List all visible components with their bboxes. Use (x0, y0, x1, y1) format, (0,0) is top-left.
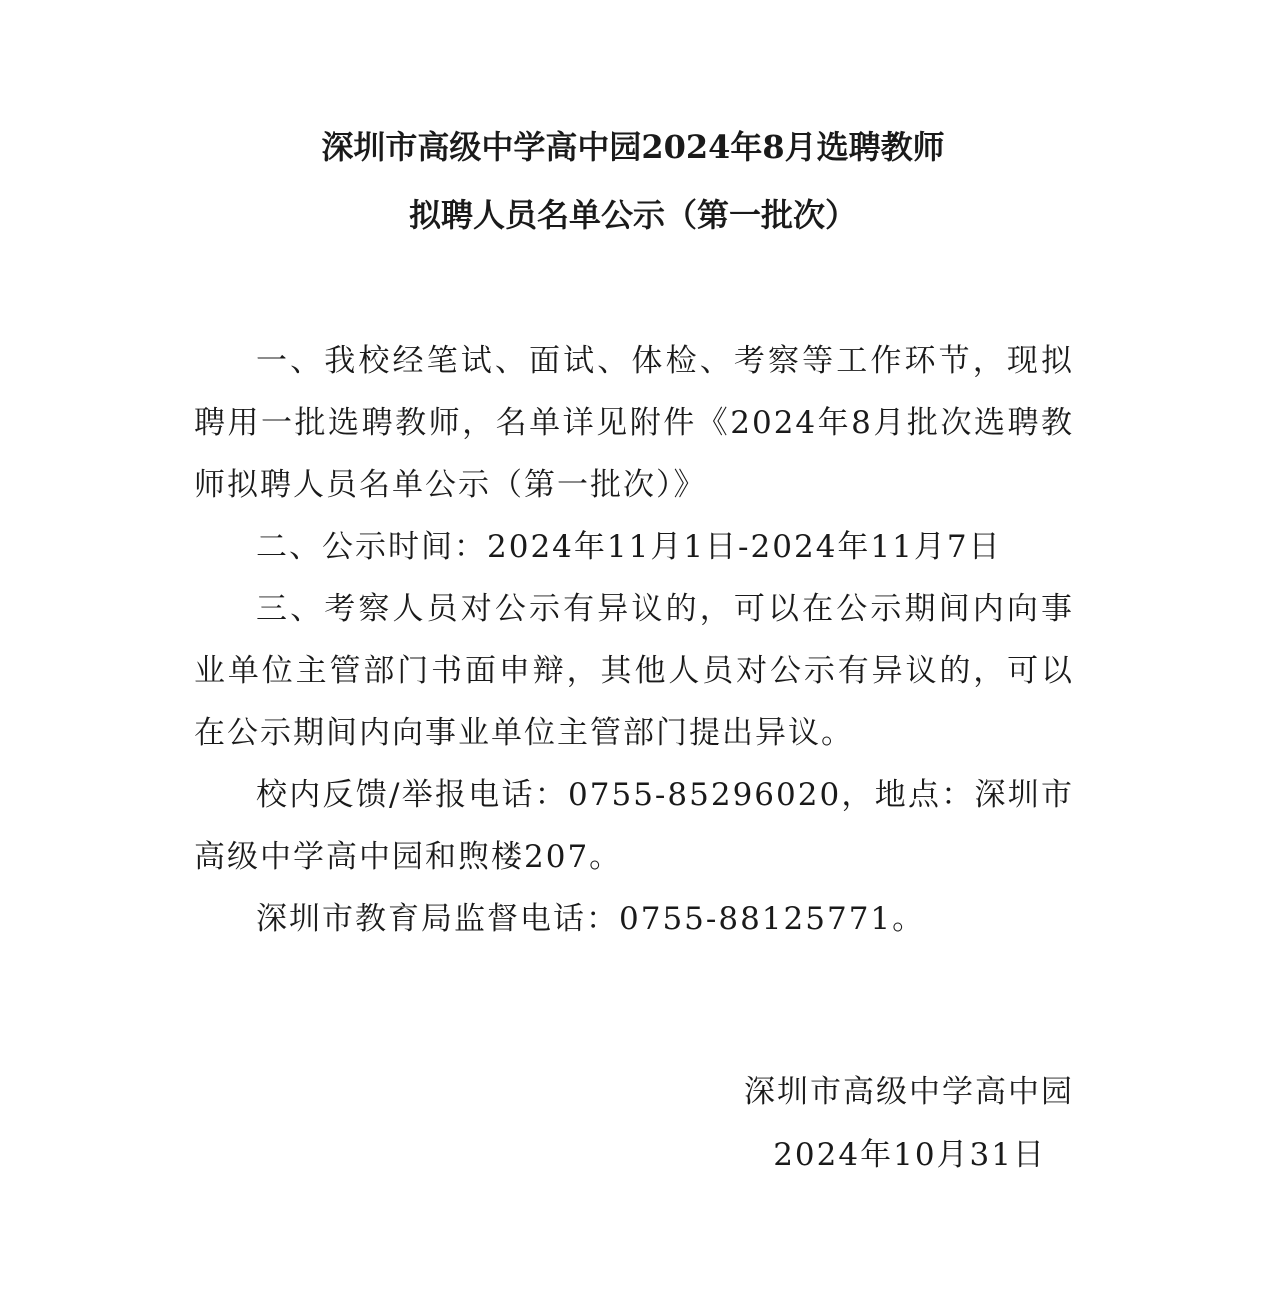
paragraph-bureau-contact: 深圳市教育局监督电话：0755-88125771。 (256, 901, 926, 937)
paragraph-candidates: 一、我校经笔试、面试、体检、考察等工作环节，现拟聘用一批选聘教师，名单详见附件《2024年8月批次选聘教师拟聘人员名单公示（第一批次）》 (194, 343, 1074, 503)
document-body (194, 330, 1074, 950)
signature-organization: 深圳市高级中学高中园 (744, 1074, 1074, 1110)
document-title-line-2: 拟聘人员名单公示（第一批次） (408, 196, 857, 234)
paragraph-publicity-period: 二、公示时间：2024年11月1日-2024年11月7日 (256, 529, 1002, 565)
document-title-line-1: 深圳市高级中学高中园2024年8月选聘教师 (321, 128, 945, 166)
paragraph-objections: 三、考察人员对公示有异议的，可以在公示期间内向事业单位主管部门书面申辩，其他人员对公示有异议的，可以在公示期间内向事业单位主管部门提出异议。 (194, 591, 1074, 751)
paragraph-school-contact: 校内反馈/举报电话：0755-85296020，地点：深圳市高级中学高中园和煦楼207。 (194, 777, 1074, 875)
signature-date: 2024年10月31日 (773, 1137, 1046, 1173)
